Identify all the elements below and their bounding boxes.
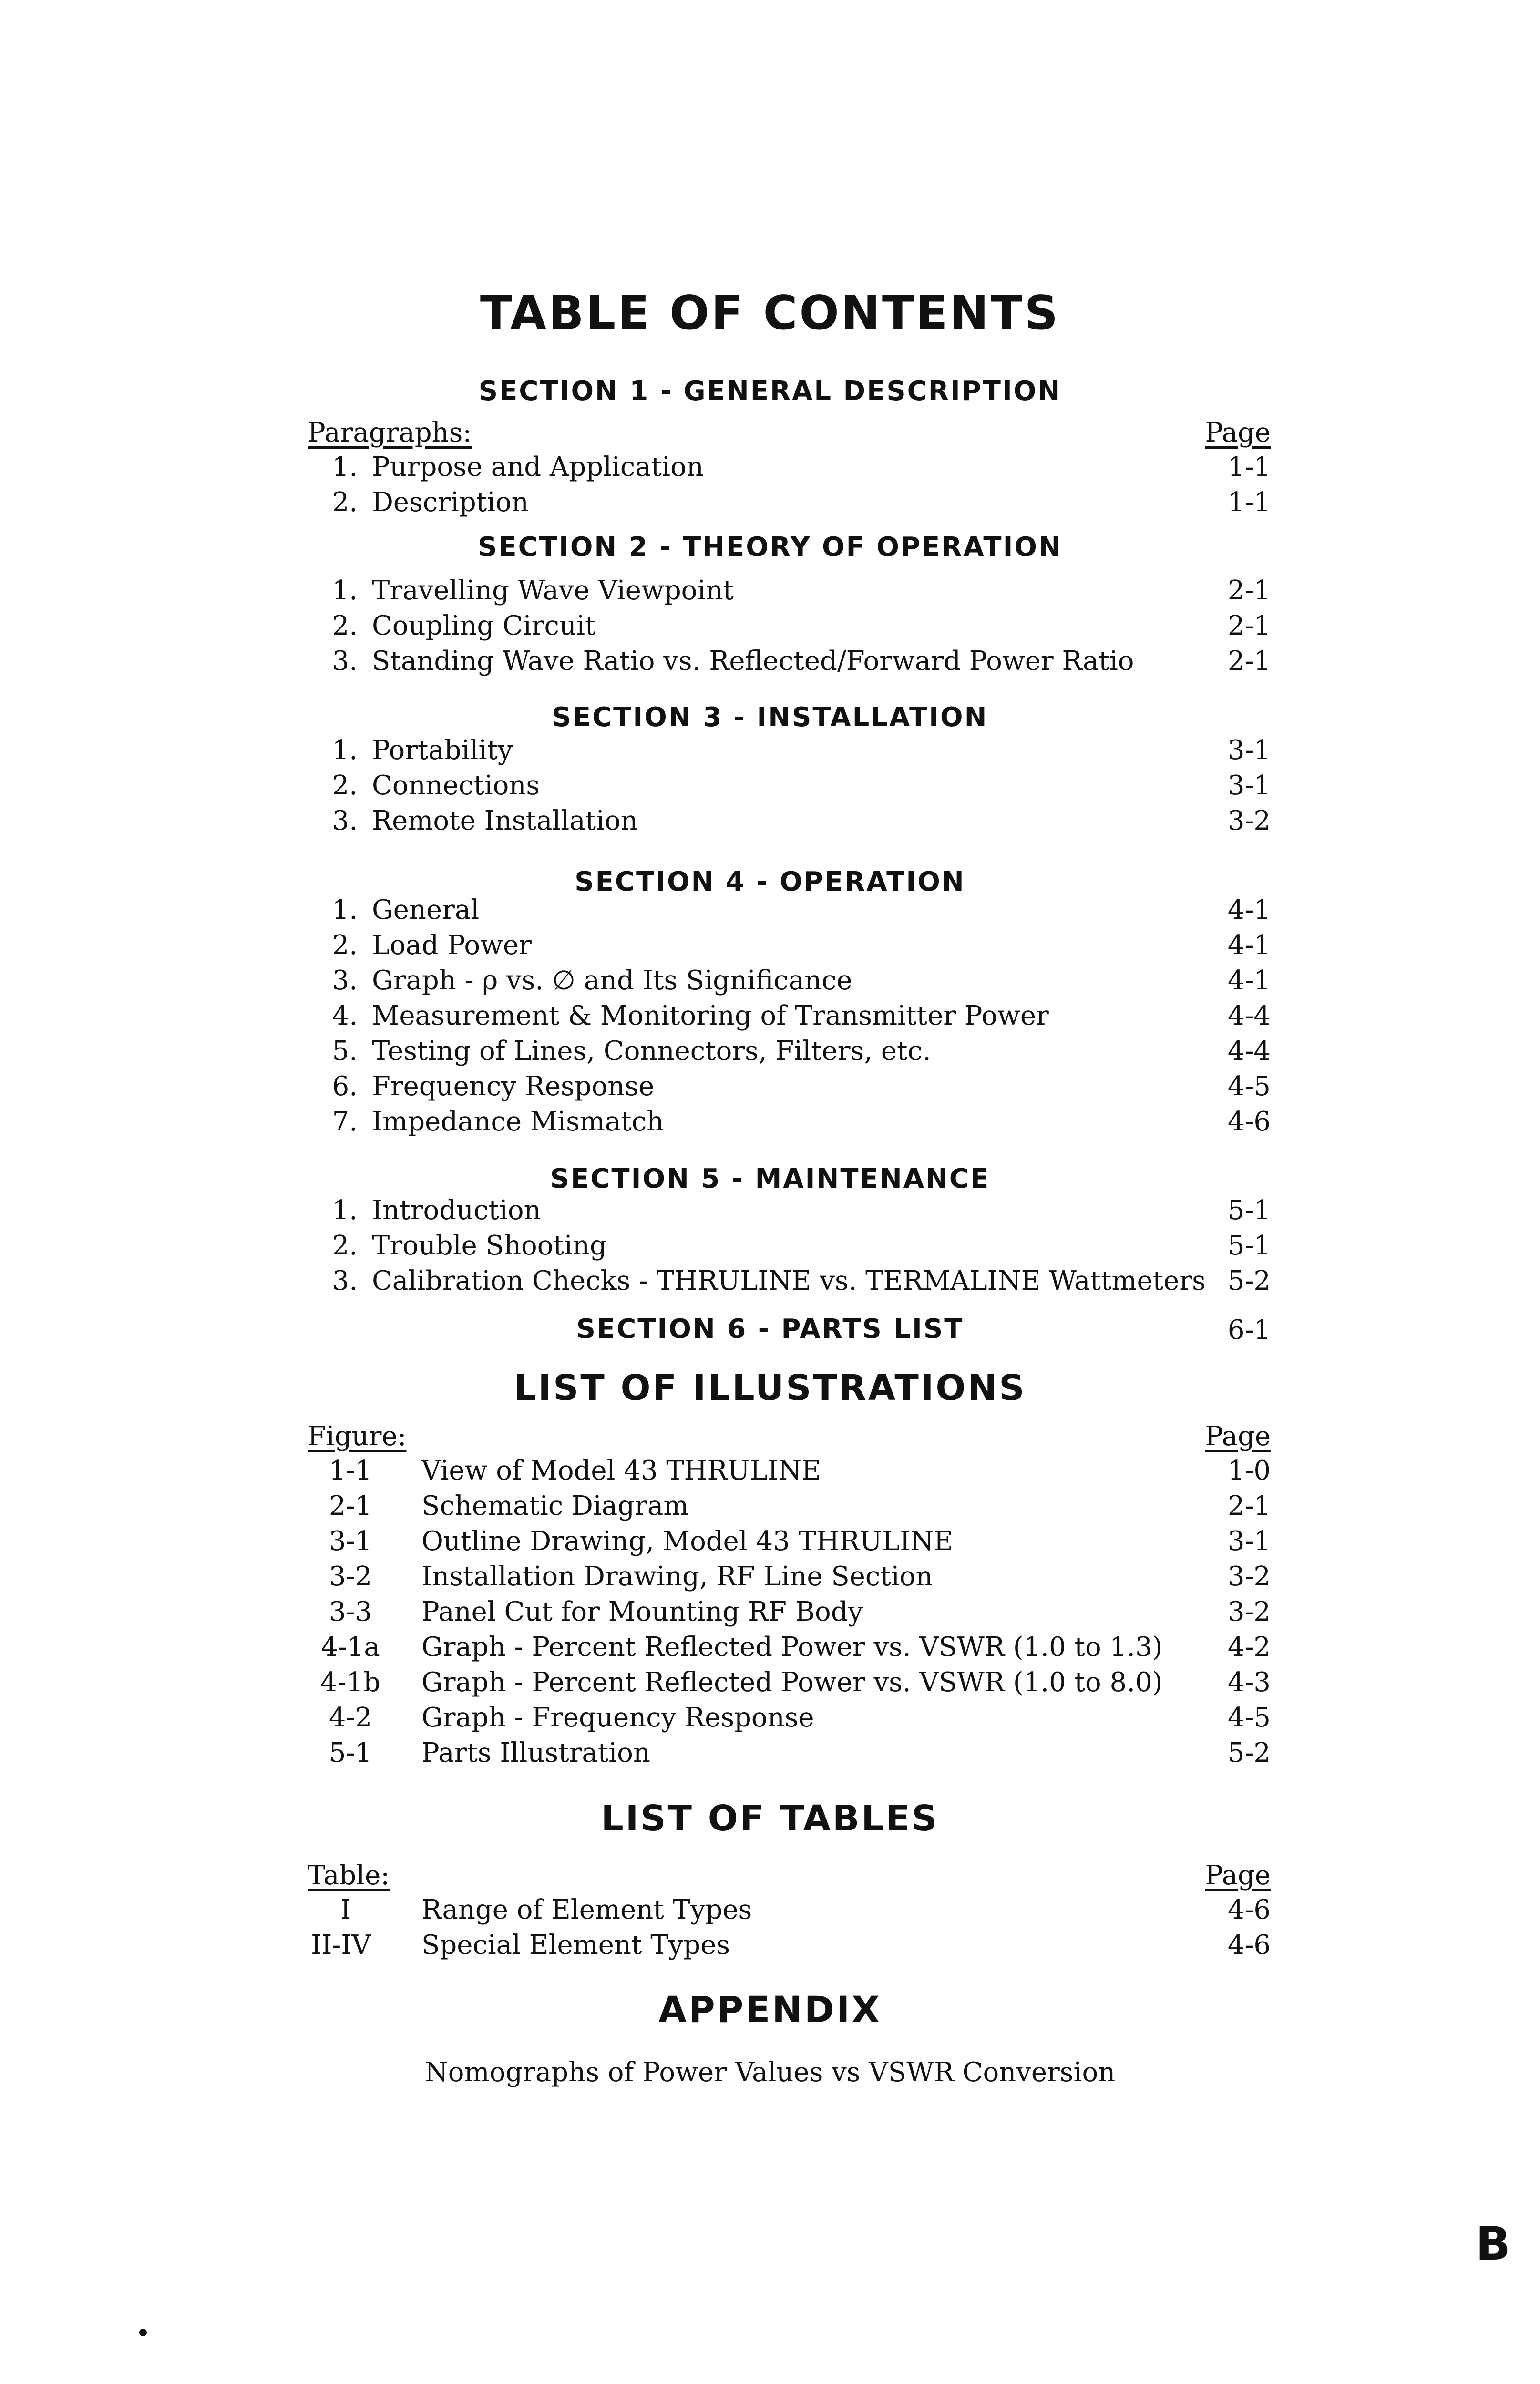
entry-page: 3-2 (1227, 805, 1271, 836)
table-page: 4-6 (1227, 1930, 1271, 1961)
entry-number: 1. (332, 452, 358, 483)
toc-entry (0, 1263, 1540, 1299)
section-4-heading: SECTION 4 - OPERATION (575, 866, 965, 897)
toc-entry (0, 643, 1540, 679)
figure-number: 4-1b (320, 1667, 381, 1698)
entry-page: 1-1 (1227, 452, 1271, 483)
toc-entry (0, 1069, 1540, 1105)
toc-column-header (0, 415, 1540, 451)
figure-number: 5-1 (329, 1737, 372, 1768)
figure-page: 4-2 (1227, 1632, 1271, 1663)
figure-page: 3-1 (1227, 1526, 1271, 1557)
figure-text: Graph - Percent Reflected Power vs. VSWR (1.0 to 1.3) (421, 1632, 1163, 1663)
appendix-text: Nomographs of Power Values vs VSWR Conversion (424, 2057, 1116, 2088)
entry-number: 3. (332, 965, 358, 996)
entry-page: 4-1 (1227, 965, 1271, 996)
entry-number: 2. (332, 770, 358, 801)
table-entry (0, 1927, 1540, 1963)
figure-text: Outline Drawing, Model 43 THRULINE (421, 1526, 954, 1557)
toc-entry (0, 1033, 1540, 1069)
table-text: Range of Element Types (421, 1894, 752, 1925)
toc-entry (0, 768, 1540, 804)
entry-page: 4-1 (1227, 930, 1271, 961)
figure-page: 2-1 (1227, 1490, 1271, 1521)
figure-page: 3-2 (1227, 1596, 1271, 1627)
figure-text: View of Model 43 THRULINE (421, 1455, 821, 1486)
figure-entry (0, 1453, 1540, 1489)
entry-number: 3. (332, 1265, 358, 1296)
section-6-page-row (0, 1312, 1540, 1348)
entry-page: 2-1 (1227, 610, 1271, 641)
entry-number: 1. (332, 894, 358, 925)
table-text: Special Element Types (421, 1930, 730, 1961)
figure-number: 4-2 (329, 1702, 372, 1733)
entry-number: 3. (332, 805, 358, 836)
figure-entry (0, 1629, 1540, 1665)
entry-number: 5. (332, 1036, 358, 1067)
toc-entry (0, 1228, 1540, 1264)
toc-entry (0, 927, 1540, 964)
table-number: I (340, 1894, 351, 1925)
toc-entry (0, 998, 1540, 1034)
figure-label: Figure: (308, 1421, 407, 1452)
entry-page: 6-1 (1227, 1315, 1271, 1346)
entry-number: 2. (332, 487, 358, 518)
tables-column-header (0, 1858, 1540, 1894)
entry-text: Trouble Shooting (372, 1230, 607, 1261)
figure-page: 1-0 (1227, 1455, 1271, 1486)
entry-text: Description (372, 487, 529, 518)
toc-entry (0, 573, 1540, 609)
toc-entry (0, 892, 1540, 928)
figure-page: 5-2 (1227, 1737, 1271, 1768)
entry-text: Introduction (372, 1195, 541, 1226)
entry-page: 4-4 (1227, 1036, 1271, 1067)
section-1-heading: SECTION 1 - GENERAL DESCRIPTION (478, 376, 1062, 407)
entry-number: 2. (332, 930, 358, 961)
entry-text: Calibration Checks - THRULINE vs. TERMALINE Wattmeters (372, 1265, 1206, 1296)
section-5-heading: SECTION 5 - MAINTENANCE (550, 1163, 990, 1194)
figure-entry (0, 1665, 1540, 1701)
tables-title: LIST OF TABLES (601, 1798, 939, 1839)
entry-page: 5-1 (1227, 1230, 1271, 1261)
entry-number: 1. (332, 575, 358, 606)
paragraphs-label: Paragraphs: (308, 417, 472, 448)
entry-page: 3-1 (1227, 735, 1271, 766)
figure-page: 3-2 (1227, 1561, 1271, 1592)
entry-text: Connections (372, 770, 540, 801)
entry-number: 2. (332, 610, 358, 641)
figure-number: 3-2 (329, 1561, 372, 1592)
figure-entry (0, 1559, 1540, 1595)
table-label: Table: (308, 1860, 390, 1891)
figure-entry (0, 1488, 1540, 1524)
table-page: 4-6 (1227, 1894, 1271, 1925)
entry-page: 2-1 (1227, 646, 1271, 677)
entry-text: Portability (372, 735, 513, 766)
entry-text: Remote Installation (372, 805, 638, 836)
toc-entry (0, 608, 1540, 644)
toc-entry (0, 449, 1540, 485)
entry-text: Travelling Wave Viewpoint (372, 575, 734, 606)
figure-page: 4-5 (1227, 1702, 1271, 1733)
figure-entry (0, 1594, 1540, 1630)
figure-text: Graph - Percent Reflected Power vs. VSWR (1.0 to 8.0) (421, 1667, 1163, 1698)
figure-number: 1-1 (329, 1455, 372, 1486)
table-number: II-IV (311, 1930, 371, 1961)
toc-entry (0, 963, 1540, 999)
table-entry (0, 1892, 1540, 1928)
entry-page: 3-1 (1227, 770, 1271, 801)
entry-number: 6. (332, 1071, 358, 1102)
entry-text: Impedance Mismatch (372, 1106, 664, 1137)
entry-number: 3. (332, 646, 358, 677)
figure-text: Graph - Frequency Response (421, 1702, 814, 1733)
figure-text: Panel Cut for Mounting RF Body (421, 1596, 863, 1627)
entry-number: 2. (332, 1230, 358, 1261)
entry-page: 2-1 (1227, 575, 1271, 606)
figure-number: 2-1 (329, 1490, 372, 1521)
entry-page: 4-6 (1227, 1106, 1271, 1137)
toc-entry (0, 803, 1540, 839)
entry-page: 5-2 (1227, 1265, 1271, 1296)
figure-number: 3-3 (329, 1596, 372, 1627)
entry-text: Frequency Response (372, 1071, 655, 1102)
entry-text: General (372, 894, 480, 925)
toc-entry (0, 1192, 1540, 1229)
entry-number: 7. (332, 1106, 358, 1137)
appendix-title: APPENDIX (658, 1988, 882, 2031)
entry-page: 4-4 (1227, 1000, 1271, 1031)
page-label: Page (1205, 1421, 1271, 1452)
entry-number: 1. (332, 735, 358, 766)
figure-entry (0, 1700, 1540, 1736)
figure-text: Schematic Diagram (421, 1490, 689, 1521)
figure-page: 4-3 (1227, 1667, 1271, 1698)
entry-text: Coupling Circuit (372, 610, 596, 641)
toc-entry (0, 1104, 1540, 1140)
illustrations-title: LIST OF ILLUSTRATIONS (513, 1367, 1027, 1408)
entry-text: Graph - ρ vs. ∅ and Its Significance (372, 965, 852, 996)
page-label: Page (1205, 1860, 1271, 1891)
section-3-heading: SECTION 3 - INSTALLATION (552, 702, 988, 733)
entry-text: Testing of Lines, Connectors, Filters, etc. (372, 1036, 931, 1067)
toc-entry (0, 732, 1540, 769)
figure-entry (0, 1523, 1540, 1560)
toc-title: TABLE OF CONTENTS (480, 286, 1060, 340)
entry-page: 1-1 (1227, 487, 1271, 518)
figure-text: Installation Drawing, RF Line Section (421, 1561, 933, 1592)
entry-number: 1. (332, 1195, 358, 1226)
entry-page: 4-1 (1227, 894, 1271, 925)
illustrations-column-header (0, 1418, 1540, 1455)
figure-number: 4-1a (321, 1632, 380, 1663)
section-6-heading: SECTION 6 - PARTS LIST (576, 1314, 964, 1345)
entry-text: Load Power (372, 930, 532, 961)
entry-text: Standing Wave Ratio vs. Reflected/Forward Power Ratio (372, 646, 1134, 677)
page-label: Page (1205, 417, 1271, 448)
figure-text: Parts Illustration (421, 1737, 650, 1768)
entry-page: 5-1 (1227, 1195, 1271, 1226)
entry-text: Purpose and Application (372, 452, 704, 483)
figure-number: 3-1 (329, 1526, 372, 1557)
toc-entry (0, 484, 1540, 521)
speck-mark (139, 2329, 147, 2336)
section-2-heading: SECTION 2 - THEORY OF OPERATION (478, 532, 1062, 563)
entry-page: 4-5 (1227, 1071, 1271, 1102)
figure-entry (0, 1735, 1540, 1771)
entry-number: 4. (332, 1000, 358, 1031)
page-letter: B (1475, 2217, 1510, 2271)
entry-text: Measurement & Monitoring of Transmitter Power (372, 1000, 1049, 1031)
